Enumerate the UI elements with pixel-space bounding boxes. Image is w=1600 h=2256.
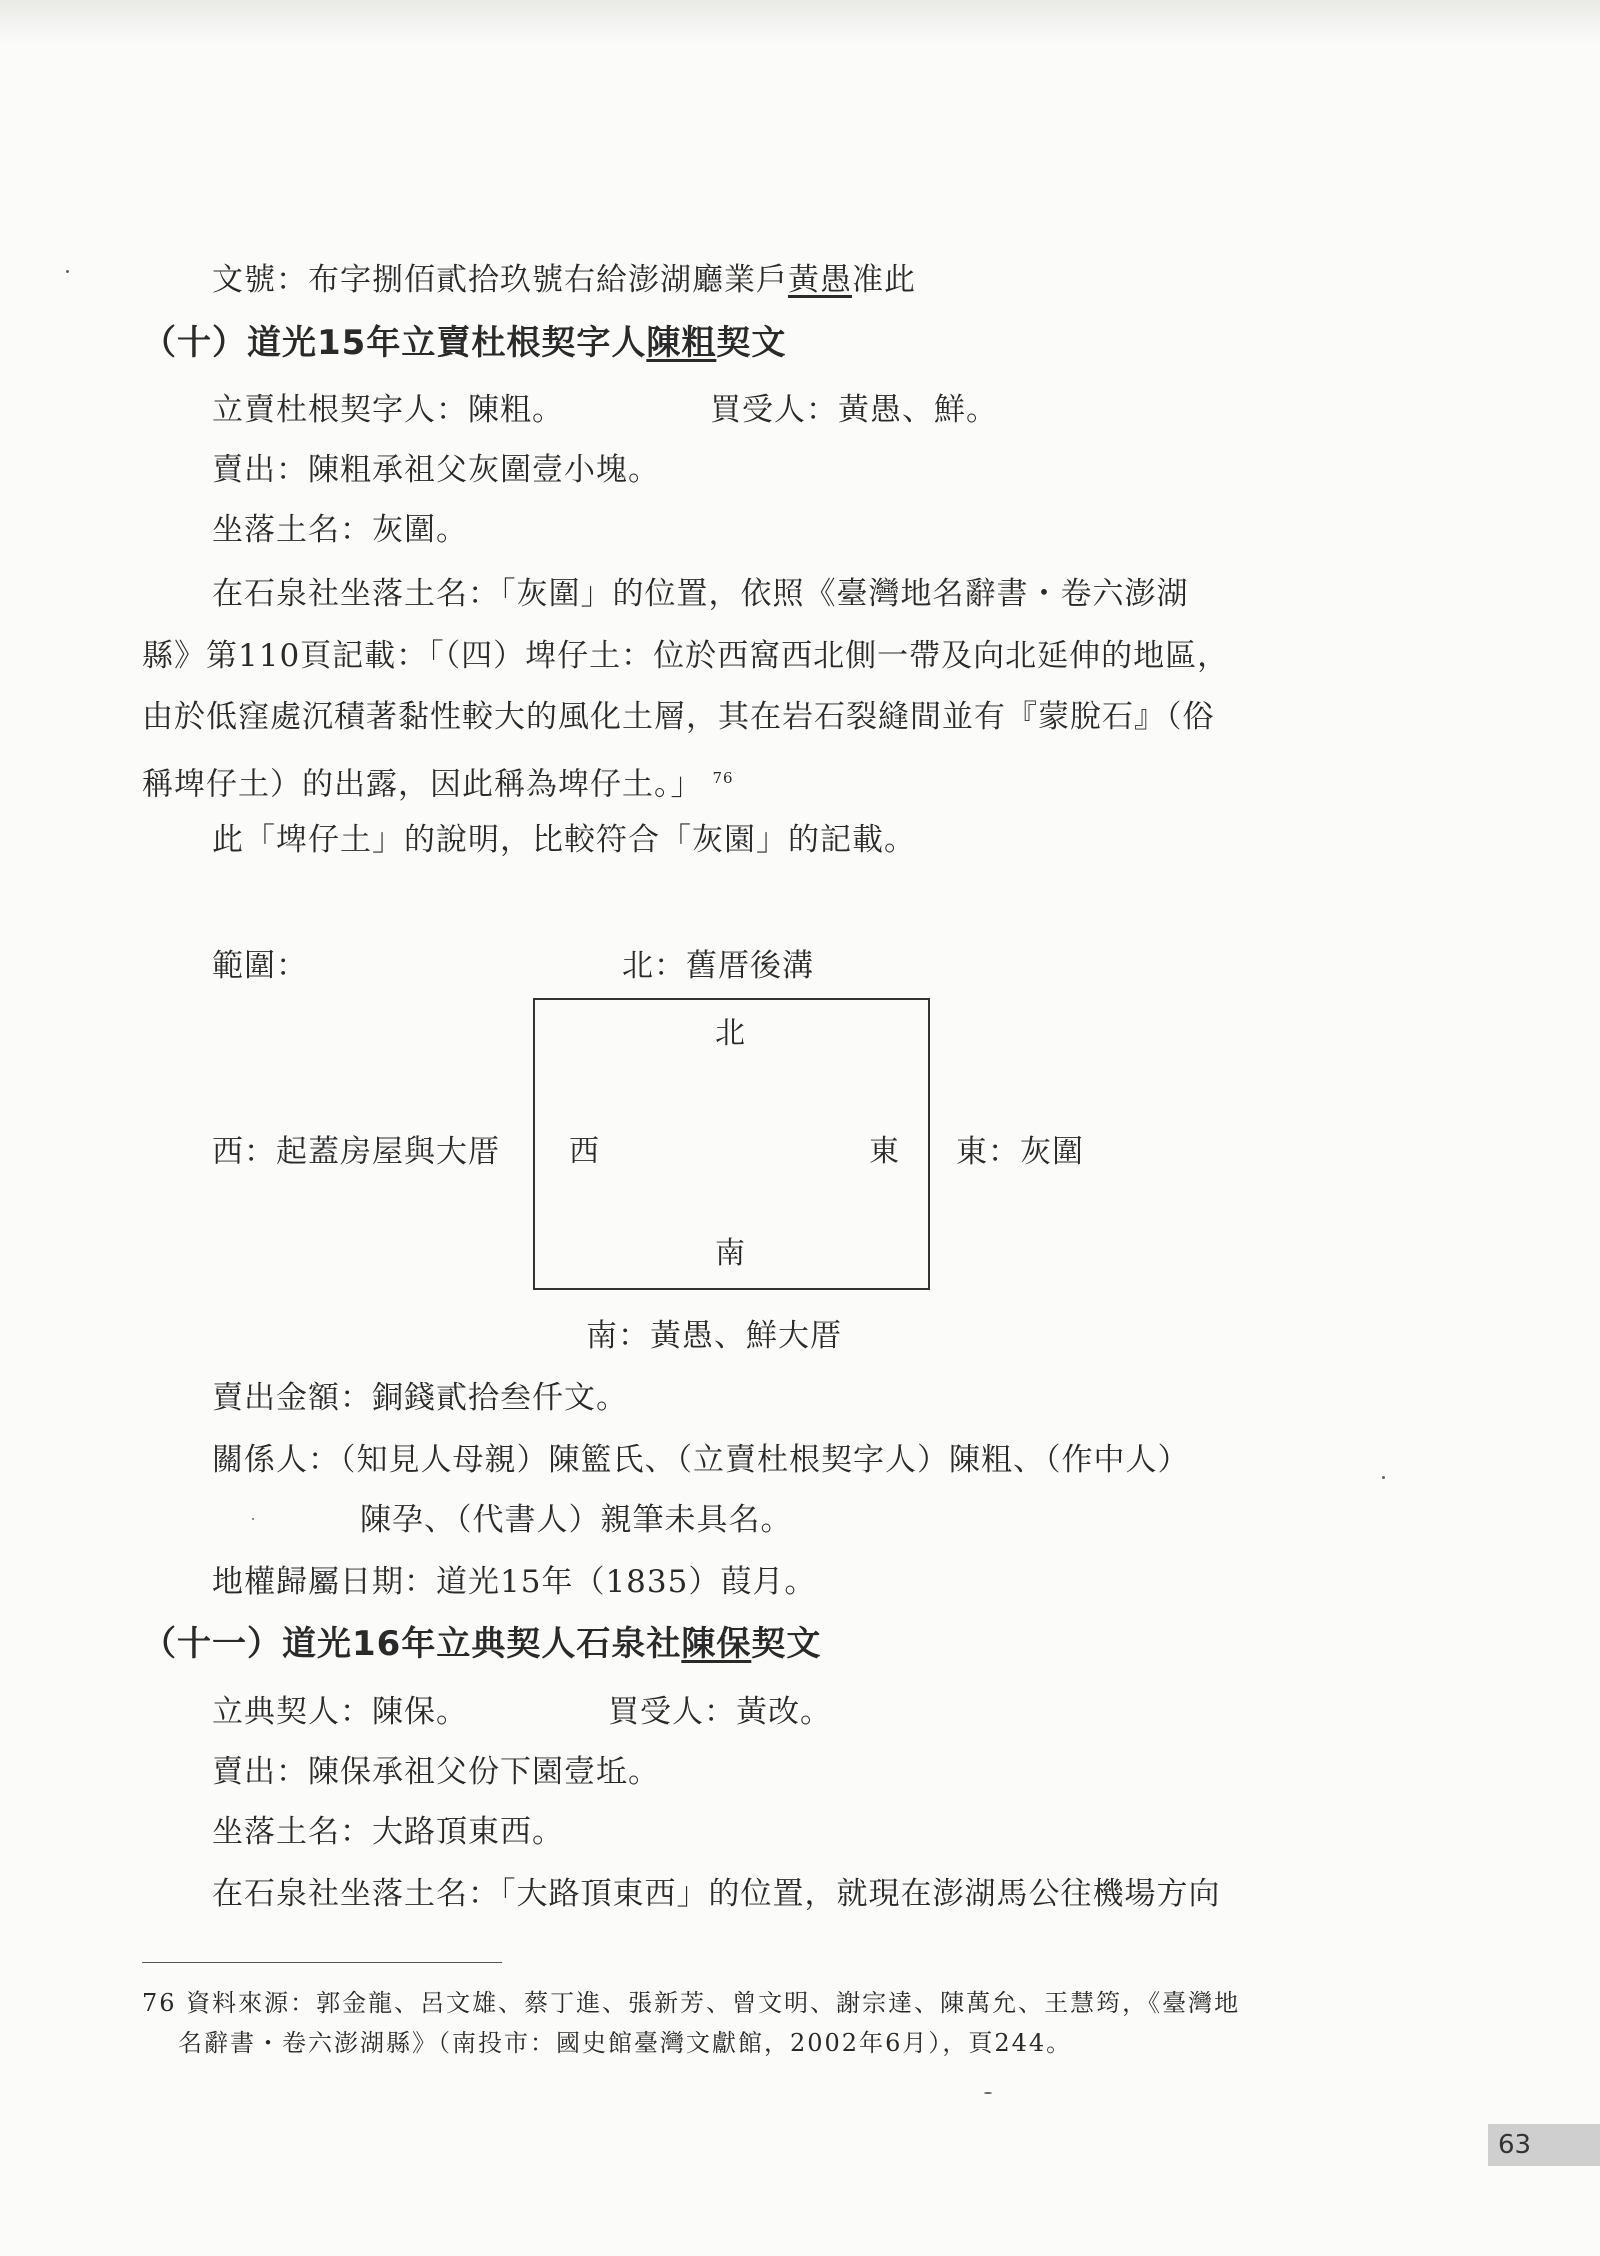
doc-number-prefix: 布字捌佰貳拾玖號右給澎湖廳業戶 <box>308 262 788 298</box>
section-10-heading <box>142 323 786 363</box>
section-10-seller: 立賣杜根契字人：陳粗。 <box>212 392 564 428</box>
boundary-east-outside: 東：灰圍 <box>956 1134 1084 1170</box>
box-south-label: 南 <box>715 1236 745 1271</box>
box-north-label: 北 <box>715 1016 745 1051</box>
section-10-paragraph-line-2: 縣》第110頁記載：「（四）埤仔土：位於西窩西北側一帶及向北延伸的地區， <box>142 638 1230 674</box>
doc-number-suffix: 准此 <box>852 262 916 298</box>
footnote-line-2: 名辭書・卷六澎湖縣》（南投市：國史館臺灣文獻館，2002年6月），頁244。 <box>178 2029 1073 2057</box>
boundary-west-outside: 西：起蓋房屋與大厝 <box>212 1134 500 1170</box>
section-11-title-suffix: 契文 <box>751 1624 822 1664</box>
scan-speck <box>66 270 69 273</box>
box-east-label: 東 <box>869 1134 899 1169</box>
section-10-place-name: 坐落土名：灰圍。 <box>212 512 468 548</box>
section-10-title-suffix: 契文 <box>716 323 787 363</box>
boundary-north-outside: 北：舊厝後溝 <box>622 948 814 984</box>
section-10-title-name: 陳粗 <box>646 323 717 363</box>
scan-top-shadow <box>0 0 1600 44</box>
section-10-paragraph-line-4 <box>142 758 734 804</box>
scan-speck <box>984 2092 992 2094</box>
section-10-sold: 賣出：陳粗承祖父灰圍壹小塊。 <box>212 452 660 488</box>
scan-speck <box>252 1518 254 1520</box>
page-number: 63 <box>1488 2124 1600 2166</box>
section-10-title-prefix: （十）道光15年立賣杜根契字人 <box>142 323 647 363</box>
section-11-pledger: 立典契人：陳保。 <box>212 1694 468 1730</box>
section-11-heading <box>142 1624 821 1664</box>
section-11-paragraph-start: 在石泉社坐落土名：「大路頂東西」的位置，就現在澎湖馬公往機場方向 <box>212 1876 1221 1912</box>
boundary-label: 範圍： <box>212 948 308 984</box>
section-10-paragraph-line-3: 由於低窪處沉積著黏性較大的風化土層，其在岩石裂縫間並有『蒙脫石』（俗 <box>142 699 1215 735</box>
boundary-box <box>533 998 930 1290</box>
section-10-buyer: 買受人：黃愚、鮮。 <box>710 392 998 428</box>
footnote-rule <box>142 1962 502 1963</box>
section-11-sold: 賣出：陳保承祖父份下園壹坵。 <box>212 1754 660 1790</box>
scan-speck <box>1382 1476 1385 1479</box>
section-10-paragraph-line-1: 在石泉社坐落土名：「灰圍」的位置，依照《臺灣地名辭書・卷六澎湖 <box>212 576 1189 612</box>
section-10-parties-line-2: 陳孕、（代書人）親筆未具名。 <box>360 1502 793 1538</box>
section-10-amount: 賣出金額：銅錢貳拾叁仟文。 <box>212 1380 628 1416</box>
doc-number-label: 文號： <box>212 262 308 298</box>
doc-number-line <box>212 260 916 300</box>
boundary-south-outside: 南：黃愚、鮮大厝 <box>586 1318 842 1354</box>
section-10-paragraph-line-4-text: 稱埤仔土）的出露，因此稱為埤仔土。」 <box>142 766 703 803</box>
section-10-parties-line-1: 關係人：（知見人母親）陳籃氏、（立賣杜根契字人）陳粗、（作中人） <box>212 1442 1190 1478</box>
section-11-title-name: 陳保 <box>681 1624 752 1664</box>
section-11-place-name: 坐落土名：大路頂東西。 <box>212 1814 564 1850</box>
section-11-title-prefix: （十一）道光16年立典契人石泉社 <box>142 1624 682 1664</box>
section-11-buyer: 買受人：黃改。 <box>608 1694 832 1730</box>
section-10-date: 地權歸屬日期：道光15年（1835）葭月。 <box>212 1564 817 1600</box>
doc-number-name: 黃愚 <box>788 262 852 298</box>
box-west-label: 西 <box>569 1134 599 1169</box>
section-10-comment: 此「埤仔土」的說明，比較符合「灰園」的記載。 <box>212 822 916 858</box>
footnote-reference[interactable]: 76 <box>712 769 734 787</box>
footnote-line-1: 76 資料來源：郭金龍、呂文雄、蔡丁進、張新芳、曾文明、謝宗達、陳萬允、王慧筠，《臺灣地 <box>142 1989 1241 2017</box>
